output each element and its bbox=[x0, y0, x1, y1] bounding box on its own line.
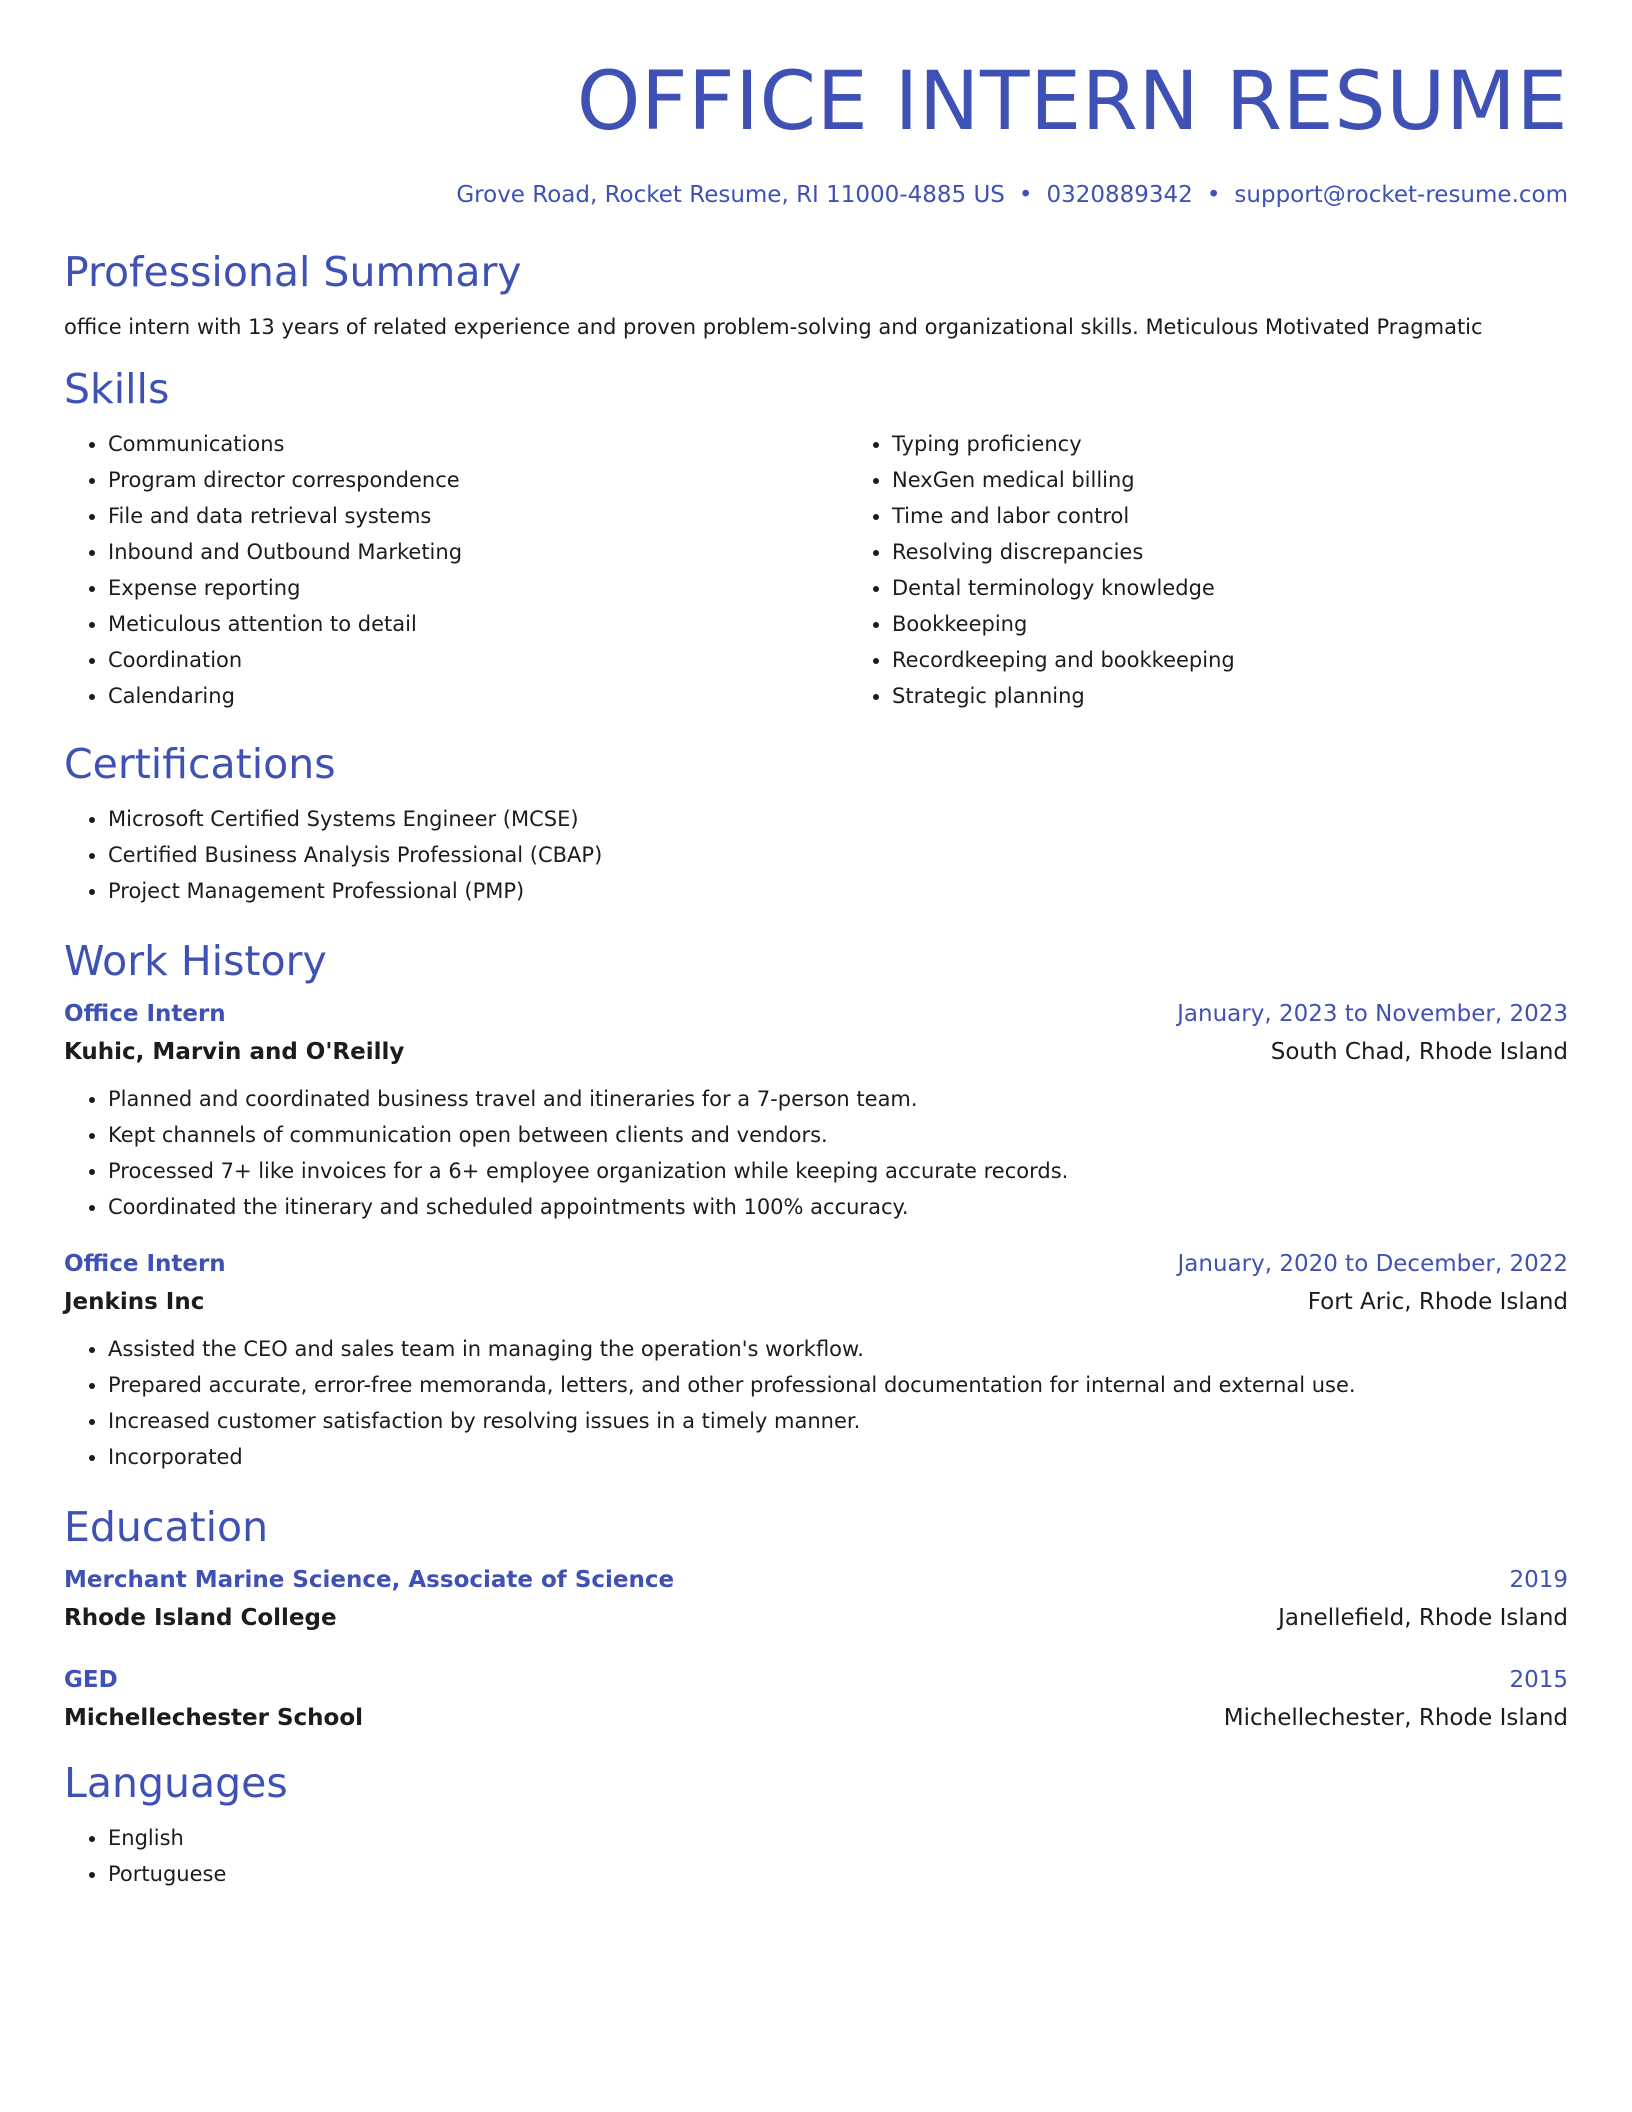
education-degree: Merchant Marine Science, Associate of Science bbox=[64, 1567, 675, 1593]
job-bullets bbox=[64, 1081, 1568, 1225]
list-item: • Dental terminology knowledge bbox=[892, 570, 1235, 606]
list-item: • Project Management Professional (PMP) bbox=[108, 873, 1568, 909]
list-item: • Portuguese bbox=[108, 1856, 1568, 1892]
list-item: • English bbox=[108, 1820, 1568, 1856]
work-entry-subheader bbox=[64, 1037, 1568, 1067]
work-heading: Work History bbox=[64, 937, 327, 985]
work-section bbox=[64, 935, 1568, 1475]
education-school: Michellechester School bbox=[64, 1705, 364, 1731]
resume-title: OFFICE INTERN RESUME bbox=[576, 55, 1568, 149]
work-entry-header bbox=[64, 1249, 1568, 1279]
list-item: • Typing proficiency bbox=[892, 426, 1235, 462]
education-entry-header bbox=[64, 1565, 1568, 1595]
education-entry-header bbox=[64, 1665, 1568, 1695]
education-heading: Education bbox=[64, 1503, 269, 1551]
list-item: • Recordkeeping and bookkeeping bbox=[892, 642, 1235, 678]
certifications-list bbox=[64, 801, 1568, 909]
contact-separator: • bbox=[1206, 182, 1221, 208]
list-item: • Calendaring bbox=[108, 678, 848, 714]
education-section bbox=[64, 1501, 1568, 1733]
job-role: Office Intern bbox=[64, 1251, 226, 1277]
skills-section bbox=[64, 363, 1568, 714]
list-item: • Resolving discrepancies bbox=[892, 534, 1235, 570]
list-item: • Inbound and Outbound Marketing bbox=[108, 534, 848, 570]
list-item: • Processed 7+ like invoices for a 6+ employee organization while keeping accurate records. bbox=[108, 1153, 1568, 1189]
list-item: • Meticulous attention to detail bbox=[108, 606, 848, 642]
contact-address: Grove Road, Rocket Resume, RI 11000-4885 US bbox=[456, 182, 1005, 208]
job-company: Kuhic, Marvin and O'Reilly bbox=[64, 1039, 405, 1065]
work-entry bbox=[64, 1249, 1568, 1475]
skills-columns bbox=[64, 426, 1568, 714]
contact-phone: 0320889342 bbox=[1046, 182, 1193, 208]
languages-list bbox=[64, 1820, 1568, 1892]
education-year: 2015 bbox=[1509, 1667, 1568, 1693]
list-item: • Incorporated bbox=[108, 1439, 1568, 1475]
skills-list-right bbox=[848, 426, 1235, 714]
education-entry-subheader bbox=[64, 1703, 1568, 1733]
education-entry bbox=[64, 1565, 1568, 1633]
certifications-heading: Certifications bbox=[64, 740, 336, 788]
summary-heading: Professional Summary bbox=[64, 248, 522, 296]
list-item: • Coordination bbox=[108, 642, 848, 678]
job-location: Fort Aric, Rhode Island bbox=[1307, 1289, 1568, 1315]
certifications-section bbox=[64, 738, 1568, 909]
job-company: Jenkins Inc bbox=[64, 1289, 205, 1315]
summary-text: office intern with 13 years of related experience and proven problem-solving and organizational skills. Meticulous Motivated Pragmatic bbox=[64, 315, 1483, 339]
job-dates: January, 2020 to December, 2022 bbox=[1177, 1251, 1568, 1277]
list-item: • Planned and coordinated business travel and itineraries for a 7-person team. bbox=[108, 1081, 1568, 1117]
contact-line bbox=[64, 180, 1568, 210]
list-item: • Strategic planning bbox=[892, 678, 1235, 714]
skills-list-left bbox=[64, 426, 848, 714]
list-item: • Increased customer satisfaction by resolving issues in a timely manner. bbox=[108, 1403, 1568, 1439]
list-item: • Time and labor control bbox=[892, 498, 1235, 534]
contact-email: support@rocket-resume.com bbox=[1234, 182, 1568, 208]
list-item: • Assisted the CEO and sales team in managing the operation's workflow. bbox=[108, 1331, 1568, 1367]
list-item: • Communications bbox=[108, 426, 848, 462]
education-year: 2019 bbox=[1509, 1567, 1568, 1593]
list-item: • Bookkeeping bbox=[892, 606, 1235, 642]
resume-header bbox=[64, 0, 1568, 210]
job-role: Office Intern bbox=[64, 1001, 226, 1027]
list-item: • Microsoft Certified Systems Engineer (MCSE) bbox=[108, 801, 1568, 837]
contact-separator: • bbox=[1018, 182, 1033, 208]
education-location: Janellefield, Rhode Island bbox=[1278, 1605, 1568, 1631]
languages-section bbox=[64, 1757, 1568, 1892]
education-entry-subheader bbox=[64, 1603, 1568, 1633]
list-item: • Expense reporting bbox=[108, 570, 848, 606]
list-item: • NexGen medical billing bbox=[892, 462, 1235, 498]
list-item: • File and data retrieval systems bbox=[108, 498, 848, 534]
education-school: Rhode Island College bbox=[64, 1605, 337, 1631]
job-bullets bbox=[64, 1331, 1568, 1475]
summary-section bbox=[64, 246, 1568, 341]
work-entry-subheader bbox=[64, 1287, 1568, 1317]
education-location: Michellechester, Rhode Island bbox=[1223, 1705, 1568, 1731]
education-degree: GED bbox=[64, 1667, 118, 1693]
languages-heading: Languages bbox=[64, 1759, 288, 1807]
list-item: • Prepared accurate, error-free memoranda, letters, and other professional documentation for internal and external use. bbox=[108, 1367, 1568, 1403]
work-entry bbox=[64, 999, 1568, 1225]
list-item: • Certified Business Analysis Professional (CBAP) bbox=[108, 837, 1568, 873]
job-location: South Chad, Rhode Island bbox=[1270, 1039, 1568, 1065]
list-item: • Program director correspondence bbox=[108, 462, 848, 498]
list-item: • Kept channels of communication open between clients and vendors. bbox=[108, 1117, 1568, 1153]
list-item: • Coordinated the itinerary and scheduled appointments with 100% accuracy. bbox=[108, 1189, 1568, 1225]
skills-heading: Skills bbox=[64, 365, 170, 413]
education-entry bbox=[64, 1665, 1568, 1733]
work-entry-header bbox=[64, 999, 1568, 1029]
job-dates: January, 2023 to November, 2023 bbox=[1177, 1001, 1568, 1027]
